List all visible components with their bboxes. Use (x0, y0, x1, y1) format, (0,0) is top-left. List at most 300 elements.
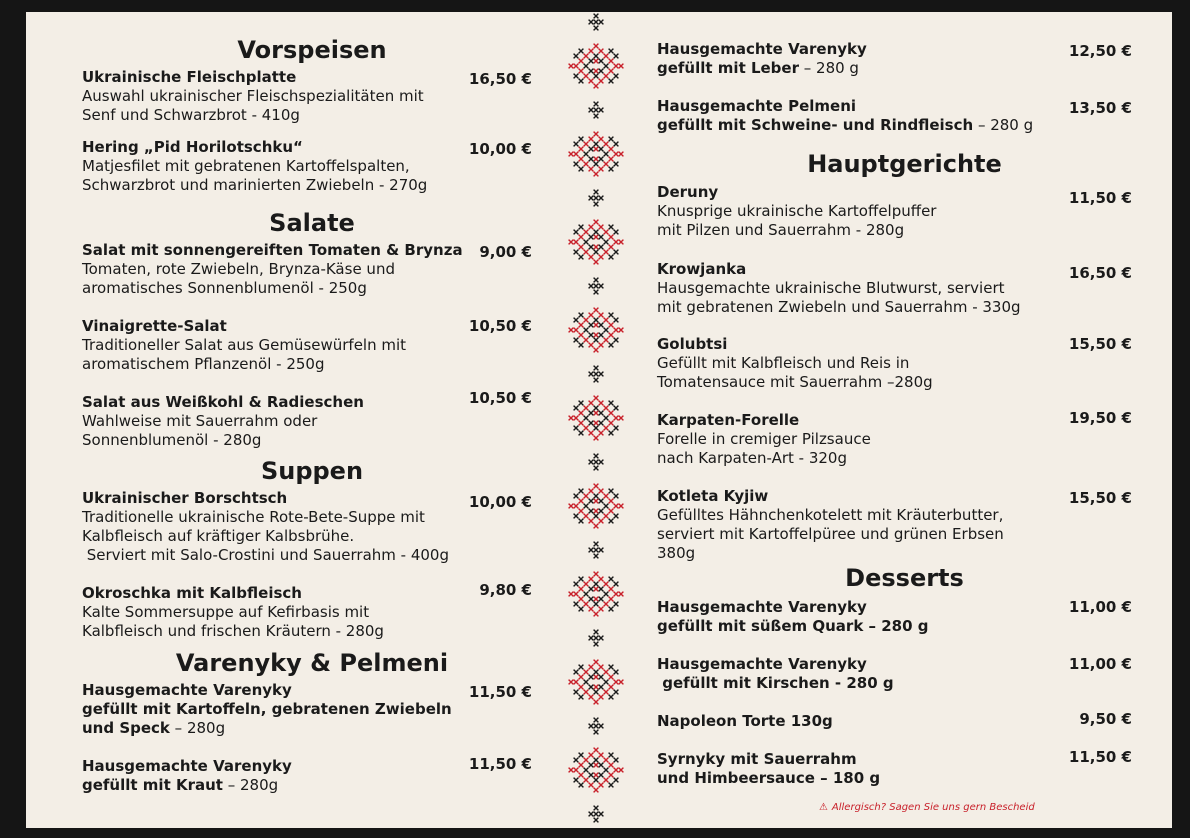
ornament-cross-red (594, 763, 599, 768)
ornament-cross-red (609, 421, 614, 426)
ornament-cross-red (604, 494, 609, 499)
ornament-cross-red (589, 137, 594, 142)
ornament-cross-red (589, 783, 594, 788)
ornament-cross-black (589, 675, 594, 680)
ornament-cross-red (579, 675, 584, 680)
ornament-cross (594, 630, 599, 635)
ornament-cross-black (599, 147, 604, 152)
ornament-cross-red (569, 768, 574, 773)
ornament-cross-red (609, 499, 614, 504)
item-desc: Forelle in cremiger Pilzsauce (657, 430, 871, 448)
ornament-cross-red (579, 509, 584, 514)
ornament-cross-black (594, 514, 599, 519)
ornament-cross (594, 102, 599, 107)
item-price: 15,50 € (1068, 335, 1132, 353)
ornament-cross-red (579, 597, 584, 602)
ornament-cross-red (574, 328, 579, 333)
item-title: Krowjanka (657, 260, 747, 278)
ornament-cross-red (599, 79, 604, 84)
ornament-cross (594, 20, 599, 25)
ornament-cross-black (604, 240, 609, 245)
ornament-cross-red (599, 401, 604, 406)
ornament-cross-black (594, 406, 599, 411)
ornament-cross-red (594, 499, 599, 504)
ornament-cross-black (574, 406, 579, 411)
ornament-cross-red (584, 230, 589, 235)
ornament-cross-red (604, 426, 609, 431)
item-desc: Auswahl ukrainischer Fleischspezialitäten mit (82, 87, 424, 105)
ornament-cross-black (589, 421, 594, 426)
menu-item (82, 681, 532, 738)
ornament-cross-red (594, 59, 599, 64)
item-desc: aromatischem Pflanzenöl - 250g (82, 355, 325, 373)
ornament-cross-red (594, 411, 599, 416)
ornament-cross-red (574, 64, 579, 69)
ornament-cross-red (584, 582, 589, 587)
ornament-cross-red (574, 416, 579, 421)
ornament-cross-red (589, 753, 594, 758)
ornament-cross (594, 730, 599, 735)
item-desc: Wahlweise mit Sauerrahm oder (82, 412, 318, 430)
ornament-cross-black (599, 59, 604, 64)
item-weight: – 280 g (973, 116, 1034, 134)
menu-item (82, 138, 532, 195)
ornament-cross-black (599, 421, 604, 426)
ornament-cross-black (594, 338, 599, 343)
ornament-cross-red (584, 758, 589, 763)
section-heading-varenyky-pelmeni: Varenyky & Pelmeni (175, 649, 449, 677)
ornament-cross-red (584, 514, 589, 519)
ornament-cross-black (614, 142, 619, 147)
item-title: Hausgemachte Varenyky (657, 655, 867, 673)
ornament-cross (594, 290, 599, 295)
ornament-cross-red (594, 396, 599, 401)
ornament-cross (589, 460, 594, 465)
menu-item (82, 489, 532, 565)
ornament-cross-red (604, 758, 609, 763)
menu-item (657, 411, 1132, 468)
item-weight: – 280g (169, 719, 226, 737)
ornament-cross-red (619, 328, 624, 333)
ornament-cross-red (599, 49, 604, 54)
ornament-cross-black (614, 670, 619, 675)
ornament-cross-red (574, 152, 579, 157)
ornament-cross-black (609, 783, 614, 788)
ornament-cross-red (594, 220, 599, 225)
ornament-cross-black (594, 758, 599, 763)
ornament-cross-red (609, 157, 614, 162)
item-price: 11,00 € (1068, 655, 1132, 673)
ornament-cross-black (574, 582, 579, 587)
ornament-cross-red (584, 74, 589, 79)
ornament-cross-black (594, 670, 599, 675)
ornament-cross-red (579, 245, 584, 250)
item-title: Hering „Pid Horilotschku“ (82, 138, 303, 156)
ornament-cross-black (599, 333, 604, 338)
ornament-cross-black (594, 318, 599, 323)
ornament-cross-black (574, 338, 579, 343)
ornament-cross-red (599, 313, 604, 318)
ornament-cross-red (579, 685, 584, 690)
ornament-cross-black (589, 685, 594, 690)
ornament-cross-red (604, 670, 609, 675)
ornament-cross-red (614, 416, 619, 421)
ornament-cross-red (599, 489, 604, 494)
item-title: Okroschka mit Kalbfleisch (82, 584, 302, 602)
ornament-cross-red (599, 225, 604, 230)
ornament-cross (594, 724, 599, 729)
ornament-cross-red (584, 250, 589, 255)
item-title: Ukrainischer Borschtsch (82, 489, 288, 507)
ornament-cross (594, 284, 599, 289)
ornament-cross (594, 718, 599, 723)
menu-item (657, 260, 1132, 317)
ornament-cross-black (614, 602, 619, 607)
ornament-cross-red (594, 132, 599, 137)
ornament-cross-red (589, 695, 594, 700)
ornament-cross-black (609, 343, 614, 348)
ornament-cross-red (594, 44, 599, 49)
item-title: Hausgemachte Varenyky (82, 681, 292, 699)
ornament-cross-black (579, 167, 584, 172)
ornament-cross-red (569, 416, 574, 421)
ornament-cross-red (594, 660, 599, 665)
ornament-cross-black (594, 230, 599, 235)
ornament-cross (589, 196, 594, 201)
ornament-cross (594, 14, 599, 19)
ornament-cross-black (614, 250, 619, 255)
ornament-cross-red (609, 147, 614, 152)
ornament-cross-red (594, 748, 599, 753)
item-price: 10,50 € (468, 317, 532, 335)
ornament-cross-red (579, 59, 584, 64)
ornament-cross (589, 108, 594, 113)
ornament-cross-red (594, 333, 599, 338)
ornament-cross-black (574, 778, 579, 783)
ornament-cross-red (614, 240, 619, 245)
ornament-cross-red (589, 665, 594, 670)
item-price: 10,50 € (468, 389, 532, 407)
ornament-cross-red (599, 577, 604, 582)
item-desc: Traditioneller Salat aus Gemüsewürfeln mit (82, 336, 407, 354)
ornament-cross-red (614, 768, 619, 773)
ornament-cross-black (614, 74, 619, 79)
ornament-cross-red (594, 348, 599, 353)
ornament-cross-red (594, 773, 599, 778)
ornament-cross-black (579, 255, 584, 260)
ornament-cross (599, 548, 604, 553)
ornament-cross (594, 818, 599, 823)
ornament-cross-red (619, 680, 624, 685)
ornament-cross-red (594, 587, 599, 592)
ornament-cross-red (594, 612, 599, 617)
ornament-cross (599, 20, 604, 25)
allergy-note-text: Allergisch? Sagen Sie uns gern Bescheid (831, 802, 1035, 813)
ornament-cross-black (589, 323, 594, 328)
ornament-cross-red (579, 147, 584, 152)
item-title: Napoleon Torte 130g (657, 712, 833, 730)
item-title-filling: gefüllt mit Kraut (82, 776, 223, 794)
ornament-cross (594, 190, 599, 195)
ornament-cross-red (609, 587, 614, 592)
ornament-cross (594, 554, 599, 559)
item-price: 11,50 € (468, 683, 532, 701)
ornament-cross-black (594, 142, 599, 147)
ornament-cross-black (584, 768, 589, 773)
item-price: 10,00 € (468, 140, 532, 158)
ornament-cross-red (604, 582, 609, 587)
ornament-cross-red (579, 421, 584, 426)
allergy-note (819, 802, 1035, 813)
ornament-cross-red (574, 680, 579, 685)
ornament-cross-red (614, 680, 619, 685)
ornament-cross-black (599, 235, 604, 240)
ornament-cross-red (569, 504, 574, 509)
item-title-filling: gefüllt mit Kartoffeln, gebratenen Zwiebeln (82, 700, 452, 718)
ornament-cross-red (579, 333, 584, 338)
ornament-cross-black (599, 685, 604, 690)
item-price: 16,50 € (468, 70, 532, 88)
item-desc: Gefüllt mit Kalbfleisch und Reis in (657, 354, 910, 372)
item-price: 9,00 € (479, 243, 532, 261)
item-desc: Matjesfilet mit gebratenen Kartoffelspalten, (82, 157, 410, 175)
ornament-cross-red (589, 49, 594, 54)
ornament-cross-black (574, 670, 579, 675)
item-desc: Sonnenblumenöl - 280g (82, 431, 262, 449)
ornament-cross-black (574, 250, 579, 255)
item-desc: mit gebratenen Zwiebeln und Sauerrahm - 330g (657, 298, 1021, 316)
item-price: 13,50 € (1068, 99, 1132, 117)
ornament-cross-black (589, 499, 594, 504)
item-price: 10,00 € (468, 493, 532, 511)
ornament-cross-red (584, 406, 589, 411)
ornament-cross (594, 812, 599, 817)
ornament-cross-black (584, 592, 589, 597)
ornament-cross-red (594, 157, 599, 162)
ornament-cross-black (609, 137, 614, 142)
ornament-cross-black (599, 411, 604, 416)
item-title: Vinaigrette-Salat (82, 317, 227, 335)
ornament-cross-red (609, 69, 614, 74)
menu-item (657, 183, 1132, 240)
ornament-cross-black (599, 675, 604, 680)
ornament-cross-black (609, 577, 614, 582)
ornament-cross (594, 454, 599, 459)
ornament-cross (594, 366, 599, 371)
ornament-cross-black (584, 504, 589, 509)
ornament-cross-black (584, 680, 589, 685)
ornament-cross-black (614, 758, 619, 763)
ornament-cross-black (589, 597, 594, 602)
ornament-cross-black (609, 79, 614, 84)
ornament-cross-red (594, 421, 599, 426)
item-weight: – 280g (222, 776, 279, 794)
ornament-cross-red (614, 504, 619, 509)
ornament-cross-red (569, 64, 574, 69)
ornament-cross-red (579, 499, 584, 504)
ornament-cross-red (579, 157, 584, 162)
item-title: Salat aus Weißkohl & Radieschen (82, 393, 364, 411)
ornament-cross (599, 724, 604, 729)
ornament-cross-red (614, 592, 619, 597)
ornament-cross-black (574, 74, 579, 79)
ornament-cross-red (604, 250, 609, 255)
ornament-cross-red (614, 152, 619, 157)
ornament-cross-black (574, 494, 579, 499)
ornament-cross-red (604, 162, 609, 167)
ornament-cross-black (589, 587, 594, 592)
ornament-cross-black (579, 137, 584, 142)
ornament-cross-red (594, 172, 599, 177)
menu-item (82, 581, 532, 641)
ornament-cross-black (579, 665, 584, 670)
item-title: Hausgemachte Varenyky (657, 40, 867, 58)
menu-item (82, 389, 532, 450)
ornament-cross-black (589, 411, 594, 416)
ornament-cross-black (574, 318, 579, 323)
ornament-cross-black (589, 773, 594, 778)
ornament-cross-black (609, 401, 614, 406)
ornament-cross-red (619, 240, 624, 245)
ornament-cross-red (569, 592, 574, 597)
ornament-cross-black (579, 695, 584, 700)
ornament-cross-red (594, 572, 599, 577)
ornament-cross-red (619, 592, 624, 597)
ornament-cross-black (609, 49, 614, 54)
ornament-cross-black (589, 59, 594, 64)
ornament-cross-red (594, 245, 599, 250)
ornament-cross-red (604, 74, 609, 79)
ornament-cross-red (594, 524, 599, 529)
ornament-cross-black (574, 230, 579, 235)
ornament-cross-black (604, 680, 609, 685)
ornament-cross-red (569, 680, 574, 685)
ornament-cross-black (609, 695, 614, 700)
menu-item (657, 598, 1132, 636)
ornament-cross-black (609, 167, 614, 172)
item-desc: Serviert mit Salo-Crostini und Sauerrahm - 400g (82, 546, 449, 564)
ornament-cross-red (584, 318, 589, 323)
item-title-filling: gefüllt mit süßem Quark – 280 g (657, 617, 929, 635)
ornament-cross-red (589, 313, 594, 318)
menu-item (657, 655, 1132, 693)
ornament-cross (589, 372, 594, 377)
ornament-cross-black (604, 592, 609, 597)
ornament-cross-black (609, 489, 614, 494)
ornament-cross (589, 724, 594, 729)
ornament-cross (594, 372, 599, 377)
ornament-cross-black (614, 54, 619, 59)
ornament-cross-black (604, 64, 609, 69)
ornament-cross-black (579, 313, 584, 318)
ornament-cross-red (584, 162, 589, 167)
ornament-cross-black (579, 401, 584, 406)
ornament-cross-red (609, 323, 614, 328)
ornament-cross-red (599, 167, 604, 172)
item-desc: serviert mit Kartoffelpüree und grünen Erbsen (657, 525, 1004, 543)
ornament-cross-black (604, 416, 609, 421)
ornament-cross-black (614, 514, 619, 519)
item-desc: Schwarzbrot und marinierten Zwiebeln - 270g (82, 176, 428, 194)
ornament-cross-red (604, 142, 609, 147)
item-title-filling: und Himbeersauce – 180 g (657, 769, 881, 787)
item-desc: Hausgemachte ukrainische Blutwurst, serviert (657, 279, 1005, 297)
ornament-cross-black (614, 690, 619, 695)
ornament-cross-red (579, 763, 584, 768)
ornament-cross-red (594, 69, 599, 74)
ornament-cross-black (614, 426, 619, 431)
ornament-cross-red (604, 406, 609, 411)
item-price: 11,50 € (468, 755, 532, 773)
ornament-cross-black (589, 509, 594, 514)
ornament-cross-red (604, 602, 609, 607)
ornament-cross (599, 460, 604, 465)
section-heading-desserts: Desserts (845, 564, 964, 592)
item-desc: aromatisches Sonnenblumenöl - 250g (82, 279, 367, 297)
ornament-cross-red (599, 695, 604, 700)
ornament-cross-black (584, 64, 589, 69)
item-desc: Knusprige ukrainische Kartoffelpuffer (657, 202, 937, 220)
ornament-cross-black (574, 690, 579, 695)
ornament-cross (594, 548, 599, 553)
ornament-cross-black (609, 255, 614, 260)
ornament-cross (594, 806, 599, 811)
ornament-cross-black (589, 235, 594, 240)
ornament-cross-red (584, 142, 589, 147)
ornament-cross (594, 278, 599, 283)
ornament-cross-red (619, 504, 624, 509)
item-title: Hausgemachte Varenyky (657, 598, 867, 616)
ornament-cross-black (574, 426, 579, 431)
ornament-cross-black (609, 225, 614, 230)
ornament-cross (594, 460, 599, 465)
ornament-cross (594, 378, 599, 383)
ornament-cross-black (584, 152, 589, 157)
item-desc: nach Karpaten-Art - 320g (657, 449, 847, 467)
ornament-cross (599, 636, 604, 641)
ornament-cross-red (579, 235, 584, 240)
item-title-filling: gefüllt mit Kirschen - 280 g (657, 674, 894, 692)
ornament-cross-red (594, 509, 599, 514)
item-price: 9,80 € (479, 581, 532, 599)
ornament-cross-red (609, 597, 614, 602)
ornament-cross-red (589, 519, 594, 524)
ornament-cross-red (594, 308, 599, 313)
item-price: 11,00 € (1068, 598, 1132, 616)
ornament-cross-red (589, 225, 594, 230)
ornament-cross-black (609, 519, 614, 524)
ornament-cross-red (589, 167, 594, 172)
ornament-cross-red (584, 690, 589, 695)
ornament-cross-red (609, 685, 614, 690)
section-heading-salate: Salate (269, 209, 355, 237)
menu-item (657, 335, 1132, 392)
ornament-cross-red (619, 768, 624, 773)
ornament-cross-black (594, 602, 599, 607)
ornament-cross-black (614, 162, 619, 167)
section-heading-vorspeisen: Vorspeisen (237, 36, 387, 64)
ornament-cross (589, 548, 594, 553)
ornament-cross-red (594, 84, 599, 89)
ornament-cross-red (589, 255, 594, 260)
ornament-cross-black (594, 426, 599, 431)
ornament-cross-black (614, 406, 619, 411)
item-title-filling: gefüllt mit Leber (657, 59, 799, 77)
ornament-cross-red (574, 592, 579, 597)
ornament-cross-black (574, 602, 579, 607)
ornament-cross-black (594, 54, 599, 59)
ornament-cross-red (599, 665, 604, 670)
